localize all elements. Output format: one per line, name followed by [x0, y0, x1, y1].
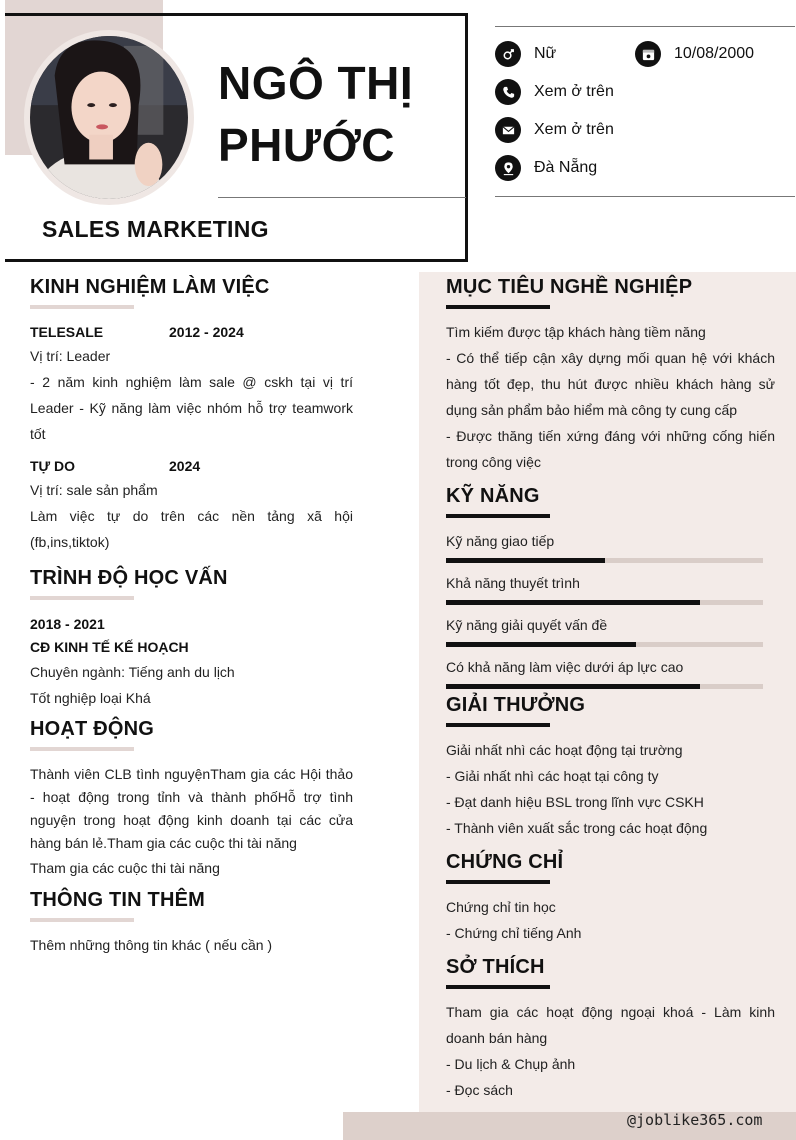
activities-text: Thành viên CLB tình nguyệnTham gia các Hội thảo - hoạt động trong tỉnh và thành phốHỗ trợ tình nguyện trong hoạt động kinh doanh tại các cửa hàng bán lẻ.Tham gia các cuộc thi tài năng	[30, 766, 353, 851]
hobbies-section	[446, 956, 775, 1103]
avatar	[24, 30, 194, 205]
email-value: Xem ở trên	[534, 121, 614, 138]
section-underline	[446, 880, 550, 884]
skill-item	[446, 531, 775, 563]
objective-line: - Có thể tiếp cận xây dựng mối quan hệ với khách hàng tốt đẹp, thu hút được nhiều khách hàng sử dụng sản phẩm bảo hiểm mà công ty cung cấp	[446, 350, 775, 418]
skill-bar-fill	[446, 558, 605, 563]
section-title: THÔNG TIN THÊM	[30, 889, 206, 911]
award-line: Giải nhất nhì các hoạt động tại trường	[446, 742, 683, 758]
contact-phone	[495, 79, 614, 105]
section-title: KINH NGHIỆM LÀM VIỆC	[30, 276, 270, 298]
skill-bar-fill	[446, 684, 700, 689]
skill-item	[446, 657, 775, 689]
section-title: TRÌNH ĐỘ HỌC VẤN	[30, 567, 228, 589]
job-title: SALES MARKETING	[42, 216, 269, 242]
job-description: Làm việc tự do trên các nền tảng xã hội (fb,ins,tiktok)	[30, 508, 353, 550]
contact-gender	[495, 41, 556, 67]
section-underline	[446, 514, 550, 518]
skill-item	[446, 573, 775, 605]
section-title: GIẢI THƯỞNG	[446, 694, 586, 716]
contact-divider-top	[495, 26, 795, 27]
job-period: 2024	[169, 458, 201, 474]
activities-text-2: Tham gia các cuộc thi tài năng	[30, 860, 220, 876]
award-line: - Thành viên xuất sắc trong các hoạt động	[446, 820, 708, 836]
education-period: 2018 - 2021	[30, 616, 105, 632]
contact-divider-bottom	[495, 196, 795, 197]
phone-value: Xem ở trên	[534, 83, 614, 100]
job-company: TELESALE	[30, 324, 104, 340]
section-underline	[30, 918, 134, 922]
section-title: CHỨNG CHỈ	[446, 851, 564, 873]
job-entry	[30, 321, 353, 447]
experience-section	[30, 276, 353, 555]
job-position: Vị trí: sale sản phẩm	[30, 482, 158, 498]
section-underline	[446, 723, 550, 727]
certificate-line: - Chứng chỉ tiếng Anh	[446, 925, 582, 941]
job-description: - 2 năm kinh nghiệm làm sale @ cskh tại vị trí Leader - Kỹ năng làm việc nhóm hỗ trợ teamwork tốt	[30, 374, 353, 442]
section-underline	[446, 985, 550, 989]
contact-birthday	[635, 41, 754, 67]
section-title: KỸ NĂNG	[446, 485, 540, 507]
skills-section	[446, 485, 775, 699]
section-underline	[30, 747, 134, 751]
section-underline	[446, 305, 550, 309]
skill-bar	[446, 600, 763, 605]
section-title: MỤC TIÊU NGHỀ NGHIỆP	[446, 276, 693, 298]
contact-email	[495, 117, 614, 143]
skill-item	[446, 615, 775, 647]
phone-icon	[495, 79, 521, 105]
section-underline	[30, 305, 134, 309]
skill-bar	[446, 558, 763, 563]
objective-line: - Được thăng tiến xứng đáng với những cống hiến trong công việc	[446, 428, 775, 470]
skill-label: Kỹ năng giao tiếp	[446, 533, 555, 549]
name-divider	[218, 197, 466, 198]
job-position: Vị trí: Leader	[30, 348, 111, 364]
skill-label: Kỹ năng giải quyết vấn đề	[446, 617, 608, 633]
award-line: - Giải nhất nhì các hoạt tại công ty	[446, 768, 659, 784]
education-major: Chuyên ngành: Tiếng anh du lịch	[30, 664, 235, 680]
hobby-line: Tham gia các hoạt động ngoại khoá - Làm kinh doanh bán hàng	[446, 1004, 775, 1046]
birthday-value: 10/08/2000	[674, 45, 755, 62]
objective-section	[446, 276, 775, 475]
education-school: CĐ KINH TẾ KẾ HOẠCH	[30, 639, 189, 655]
job-entry	[30, 455, 353, 555]
avatar-photo	[30, 36, 188, 199]
skill-bar	[446, 642, 763, 647]
gender-value: Nữ	[534, 45, 557, 62]
certificates-section	[446, 851, 775, 946]
address-value: Đà Nẵng	[534, 159, 598, 176]
candidate-name: NGÔ THỊ PHƯỚC	[218, 57, 414, 171]
section-title: HOẠT ĐỘNG	[30, 718, 155, 740]
award-line: - Đạt danh hiệu BSL trong lĩnh vực CSKH	[446, 794, 704, 810]
skill-bar-fill	[446, 642, 636, 647]
contact-address	[495, 155, 597, 181]
education-grade: Tốt nghiệp loại Khá	[30, 690, 151, 706]
watermark: @joblike365.com	[627, 1111, 763, 1129]
location-icon	[495, 155, 521, 181]
email-icon	[495, 117, 521, 143]
education-section	[30, 567, 353, 711]
calendar-icon	[635, 41, 661, 67]
certificate-line: Chứng chỉ tin học	[446, 899, 556, 915]
additional-text: Thêm những thông tin khác ( nếu cần )	[30, 937, 273, 953]
additional-info-section	[30, 889, 353, 958]
skill-bar	[446, 684, 763, 689]
hobby-line: - Du lịch & Chụp ảnh	[446, 1056, 576, 1072]
objective-line: Tìm kiếm được tập khách hàng tiềm năng	[446, 324, 706, 340]
hobby-line: - Đọc sách	[446, 1082, 513, 1098]
gender-icon	[495, 41, 521, 67]
job-period: 2012 - 2024	[169, 324, 244, 340]
awards-section	[446, 694, 775, 841]
skill-label: Có khả năng làm việc dưới áp lực cao	[446, 659, 684, 675]
activities-section	[30, 718, 353, 882]
section-underline	[30, 596, 134, 600]
skill-bar-fill	[446, 600, 700, 605]
section-title: SỞ THÍCH	[446, 956, 545, 978]
job-company: TỰ DO	[30, 458, 76, 474]
skill-label: Khả năng thuyết trình	[446, 575, 580, 591]
